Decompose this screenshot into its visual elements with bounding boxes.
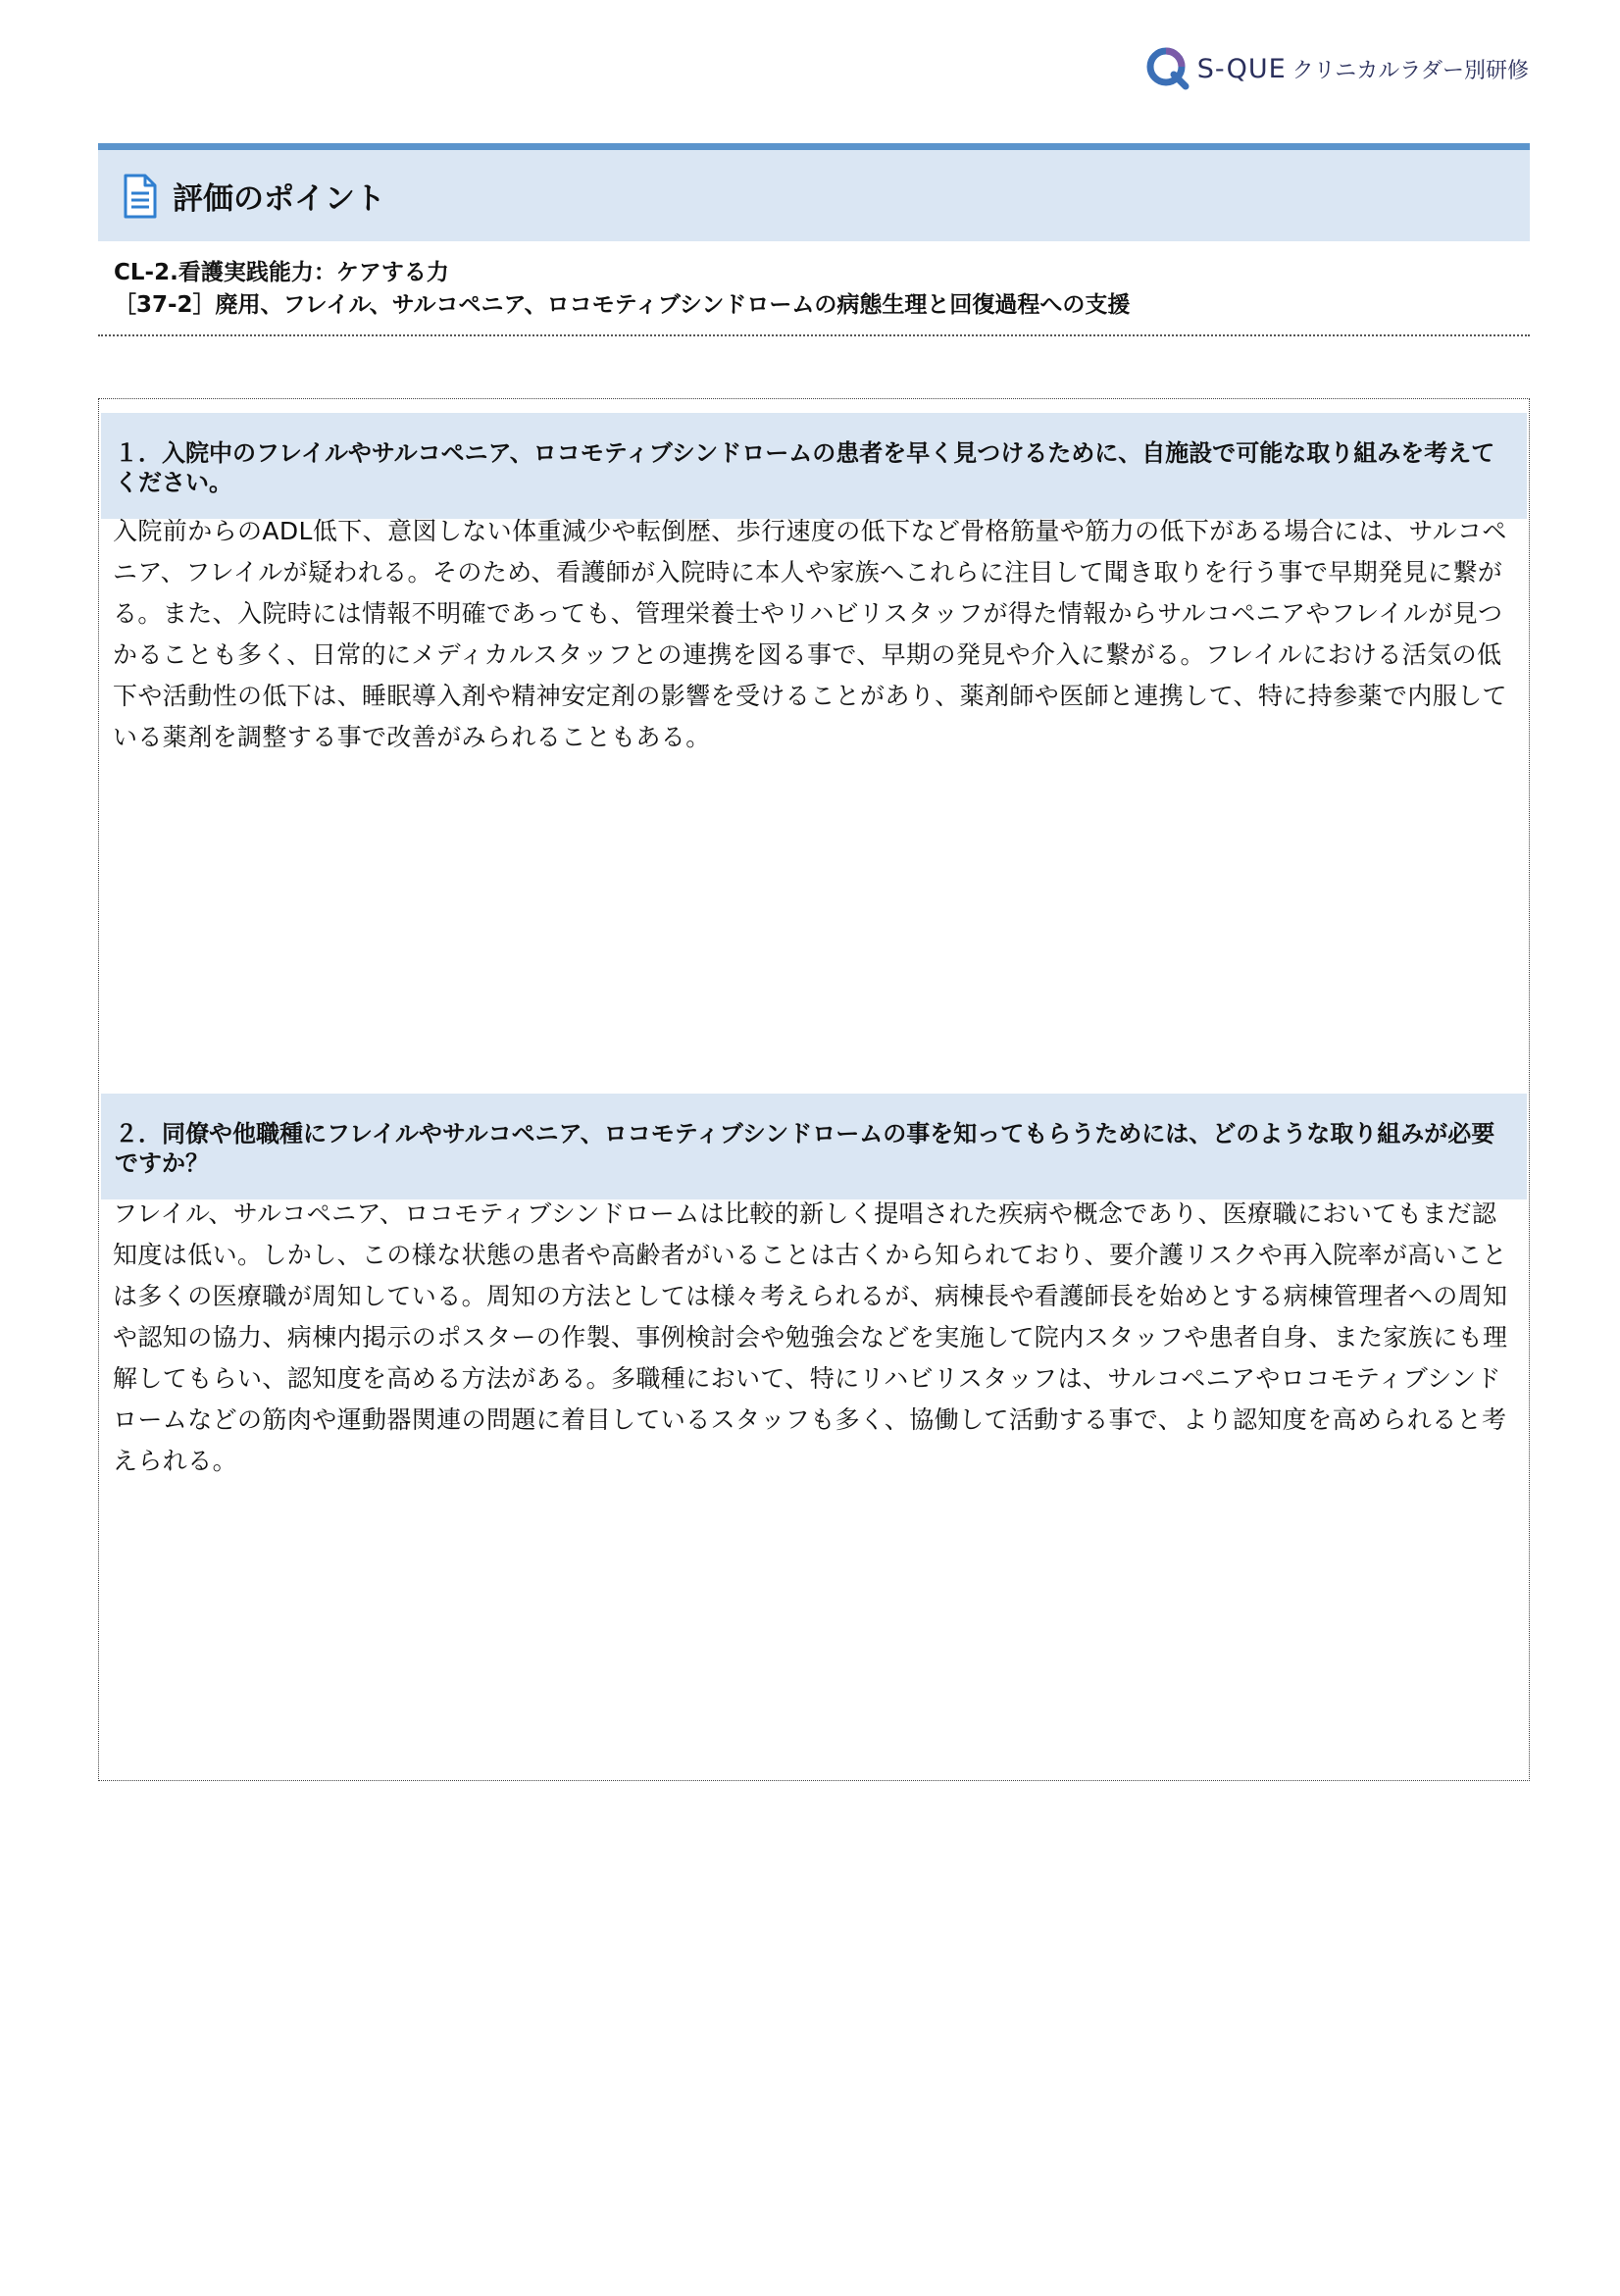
course-topic-line: ［37-2］廃用、フレイル、サルコペニア、ロコモティブシンドロームの病態生理と回復過程への支援 [114,292,1131,318]
question-1-answer: 入院前からのADL低下、意図しない体重減少や転倒歴、歩行速度の低下など骨格筋量や筋力の低下がある場合には、サルコペニア、フレイルが疑われる。そのため、看護師が入院時に本人や家族へこれらに注目して聞き取りを行う事で早期発見に繋がる。また、入院時には情報不明確であっても、管理栄養士やリハビリスタッフが得た情報からサルコペニアやフレイルが見つかることも多く、日常的にメディカルスタッフとの連携を図る事で、早期の発見や介入に繋がる。フレイルにおける活気の低下や活動性の低下は、睡眠導入剤や精神安定剤の影響を受けることがあり、薬剤師や医師と連携して、特に持参薬で内服している薬剤を調整する事で改善がみられることもある。 [113,517,1507,751]
dotted-divider [98,334,1530,336]
document-icon [124,174,157,219]
q-logo-icon [1144,45,1191,92]
course-title [114,257,1530,322]
question-2-heading: ２．同僚や他職種にフレイルやサルコペニア、ロコモティブシンドロームの事を知ってもらうためには、どのような取り組みが必要ですか？ [101,1094,1527,1199]
questions-frame [98,398,1530,1781]
section-title: 評価のポイント [173,181,385,217]
brand-header [1144,45,1529,92]
course-level-line: CL-2.看護実践能力：ケアする力 [114,260,449,285]
brand-subtitle: クリニカルラダー別研修 [1291,58,1529,83]
brand-name: S-QUE [1196,53,1287,84]
question-1-heading: １．入院中のフレイルやサルコペニア、ロコモティブシンドロームの患者を早く見つけるために、自施設で可能な取り組みを考えてください。 [101,413,1527,519]
section-header [98,143,1530,241]
question-2-answer: フレイル、サルコペニア、ロコモティブシンドロームは比較的新しく提唱された疾病や概念であり、医療職においてもまだ認知度は低い。しかし、この様な状態の患者や高齢者がいることは古くから知られており、要介護リスクや再入院率が高いことは多くの医療職が周知している。周知の方法としては様々考えられるが、病棟長や看護師長を始めとする病棟管理者への周知や認知の協力、病棟内掲示のポスターの作製、事例検討会や勉強会などを実施して院内スタッフや患者自身、また家族にも理解してもらい、認知度を高める方法がある。多職種において、特にリハビリスタッフは、サルコペニアやロコモティブシンドロームなどの筋肉や運動器関連の問題に着目しているスタッフも多く、協働して活動する事で、より認知度を高められると考えられる。 [113,1199,1508,1475]
